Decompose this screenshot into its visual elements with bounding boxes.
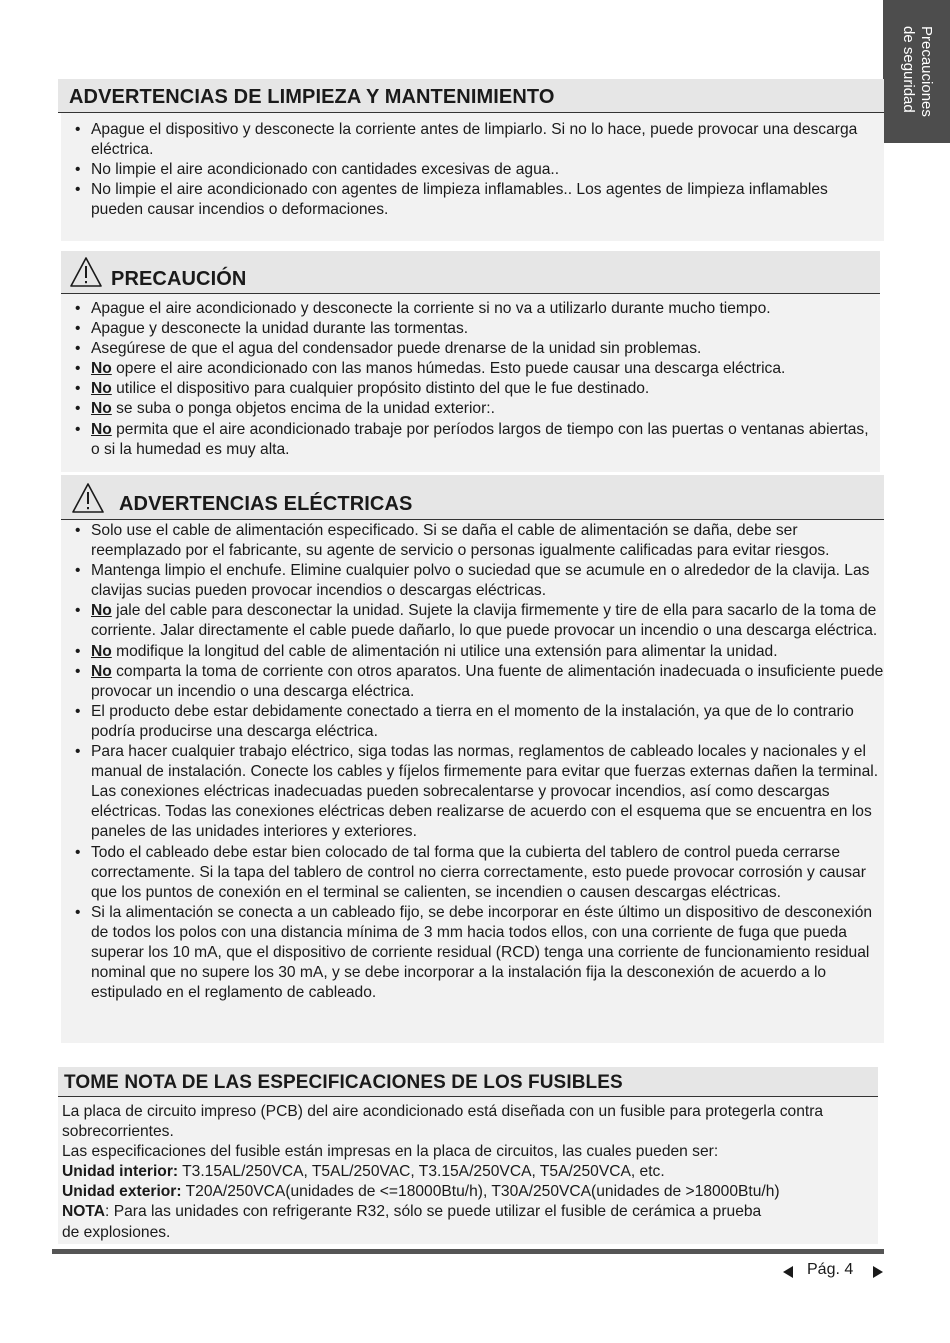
electrical-item-text: jale del cable para desconectar la unidad. Sujete la clavija firmemente y tire de ella para sacarlo de la toma de corriente. Jalar directamente el cable puede dañarlo, lo que puede provocar un incendio o una descarga eléctrica. — [91, 602, 878, 640]
electrical-item — [61, 642, 884, 662]
fuse-outdoor-value: T20A/250VCA(unidades de <=18000Btu/h), T30A/250VCA(unidades de >18000Btu/h) — [181, 1183, 780, 1201]
fuse-outdoor-label: Unidad exterior: — [62, 1183, 182, 1201]
electrical-item — [61, 521, 884, 561]
fuse-indoor-line — [60, 1162, 878, 1182]
caution-item-text: se suba o ponga objetos encima de la unidad exterior:. — [111, 400, 495, 418]
cleaning-item: • Apague el dispositivo y desconecte la corriente antes de limpiarlo. Si no lo hace, puede provocar una descarga eléctrica. — [61, 120, 884, 160]
caution-header — [61, 251, 880, 294]
electrical-item-text: comparta la toma de corriente con otros aparatos. Una fuente de alimentación inadecuada o insuficiente puede provocar un incendio o una descarga eléctrica. — [91, 662, 884, 700]
electrical-item-text: El producto debe estar debidamente conectado a tierra en el momento de la instalación, ya que de lo contrario podría producirse una descarga eléctrica. — [91, 702, 854, 740]
electrical-item — [61, 702, 884, 742]
cleaning-header — [58, 79, 884, 113]
caution-item — [61, 420, 880, 460]
caution-item-text: utilice el dispositivo para cualquier propósito distinto del que le fue destinado. — [111, 380, 650, 398]
cleaning-item: • No limpie el aire acondicionado con cantidades excesivas de agua.. — [61, 160, 884, 180]
warning-triangle-icon — [69, 255, 103, 289]
electrical-item-text: Solo use el cable de alimentación especificado. Si se daña el cable de alimentación se daña, debe ser reemplazado por el fabricante, su agente de servicio o personas igualmente calificadas para evitar riesgos. — [91, 522, 830, 560]
fuse-outdoor-line — [60, 1182, 878, 1202]
caution-item — [61, 319, 880, 339]
caution-item — [61, 339, 880, 359]
section-side-tab — [883, 0, 950, 143]
electrical-header — [61, 475, 884, 520]
electrical-item — [61, 843, 884, 903]
cleaning-list — [61, 120, 884, 220]
fuse-header — [58, 1067, 878, 1097]
caution-item-emphasis: No — [91, 420, 112, 438]
cleaning-title: ADVERTENCIAS DE LIMPIEZA Y MANTENIMIENTO — [69, 86, 555, 108]
electrical-item-emphasis: No — [91, 602, 112, 620]
caution-section — [61, 251, 880, 472]
electrical-item — [61, 662, 884, 702]
fuse-note-value: : Para las unidades con refrigerante R32, sólo se puede utilizar el fusible de cerámica a prueba de explosiones. — [62, 1203, 762, 1241]
fuse-section — [58, 1067, 878, 1244]
caution-list — [61, 299, 880, 460]
electrical-item — [61, 742, 884, 842]
page-navigator — [783, 1261, 883, 1283]
caution-item-text: Apague el aire acondicionado y desconecte la corriente si no va a utilizarlo durante mucho tiempo. — [91, 300, 771, 317]
caution-item — [61, 399, 880, 419]
electrical-title: ADVERTENCIAS ELÉCTRICAS — [119, 493, 413, 515]
page-number: Pág. 4 — [807, 1261, 854, 1278]
electrical-list — [61, 521, 884, 1003]
fuse-note-line — [60, 1202, 782, 1242]
caution-item — [61, 299, 880, 319]
cleaning-section — [58, 79, 884, 241]
fuse-paragraph-2: Las especificaciones del fusible están impresas en la placa de circuitos, las cuales pueden ser: — [62, 1143, 719, 1161]
side-tab-line2: de seguridad — [900, 26, 917, 113]
fuse-indoor-label: Unidad interior: — [62, 1163, 179, 1181]
fuse-paragraph-1: La placa de circuito impreso (PCB) del aire acondicionado está diseñada con un fusible para protegerla contra sobrecorrientes. — [62, 1103, 824, 1141]
side-tab-line1: Precauciones — [918, 26, 935, 117]
electrical-section — [61, 475, 884, 1043]
cleaning-item: • No limpie el aire acondicionado con agentes de limpieza inflamables.. Los agentes de limpieza inflamables pueden causar incendios o deformaciones. — [61, 180, 884, 220]
caution-title: PRECAUCIÓN — [111, 268, 247, 290]
electrical-item — [61, 903, 884, 1003]
caution-item-text: permita que el aire acondicionado trabaje por períodos largos de tiempo con las puertas o ventanas abiertas, o si la humedad es muy alta. — [91, 420, 869, 458]
caution-item-emphasis: No — [91, 400, 112, 418]
electrical-item-text: Todo el cableado debe estar bien colocado de tal forma que la cubierta del tablero de control pueda cerrarse correctamente. Si la tapa del tablero de control no cierra correctamente, esto puede provocar corrosión y causar que los puntos de conexión en el terminal se calienten, se incendien o causen descargas eléctricas. — [91, 843, 866, 901]
electrical-item — [61, 601, 884, 641]
electrical-item-text: Si la alimentación se conecta a un cableado fijo, se debe incorporar en éste último un dispositivo de desconexión de todos los polos con una distancia mínima de 3 mm hacia todos ellos, con una corriente de fuga que pueda superar los 10 mA, que el dispositivo de corriente residual (RCD) tenga una corriente de funcionamiento residual nominal que no supere los 30 mA, y se debe incorporar a la instalación fija la desconexión de acuerdo a lo estipulado en el reglamento de cableado. — [91, 903, 873, 1002]
caution-item-emphasis: No — [91, 380, 112, 398]
caution-item-text: Apague y desconecte la unidad durante las tormentas. — [91, 320, 469, 338]
previous-page-icon[interactable] — [783, 1266, 793, 1278]
footer-divider — [52, 1249, 884, 1254]
caution-item — [61, 379, 880, 399]
caution-item-text: Asegúrese de que el agua del condensador puede drenarse de la unidad sin problemas. — [91, 340, 702, 358]
warning-triangle-icon — [71, 481, 105, 515]
electrical-item-emphasis: No — [91, 642, 112, 660]
fuse-indoor-value: T3.15AL/250VCA, T5AL/250VAC, T3.15A/250VCA, T5A/250VCA, etc. — [178, 1163, 665, 1181]
caution-item-emphasis: No — [91, 360, 112, 378]
electrical-item-emphasis: No — [91, 662, 112, 680]
next-page-icon[interactable] — [873, 1266, 883, 1278]
caution-item — [61, 359, 880, 379]
electrical-item — [61, 561, 884, 601]
electrical-item-text: Para hacer cualquier trabajo eléctrico, siga todas las normas, reglamentos de cableado locales y nacionales y el manual de instalación. Conecte los cables y fíjelos firmemente para evitar que fuerzas externas dañen la terminal. Las conexiones eléctricas inadecuadas pueden sobrecalentarse y provocar incendios, así como descargas eléctricas. Todas las conexiones eléctricas deben realizarse de acuerdo con el esquema que se encuentra en los paneles de las unidades interiores y exteriores. — [91, 743, 879, 841]
electrical-item-text: modifique la longitud del cable de alimentación ni utilice una extensión para alimentar la unidad. — [111, 642, 778, 660]
electrical-item-text: Mantenga limpio el enchufe. Elimine cualquier polvo o suciedad que se acumule en o alrededor de la clavija. Las clavijas sucias pueden provocar incendios o descargas eléctricas. — [91, 562, 870, 600]
caution-item-text: opere el aire acondicionado con las manos húmedas. Esto puede causar una descarga eléctrica. — [111, 360, 786, 378]
fuse-note-label: NOTA — [62, 1203, 106, 1221]
fuse-title: TOME NOTA DE LAS ESPECIFICACIONES DE LOS FUSIBLES — [64, 1072, 623, 1093]
